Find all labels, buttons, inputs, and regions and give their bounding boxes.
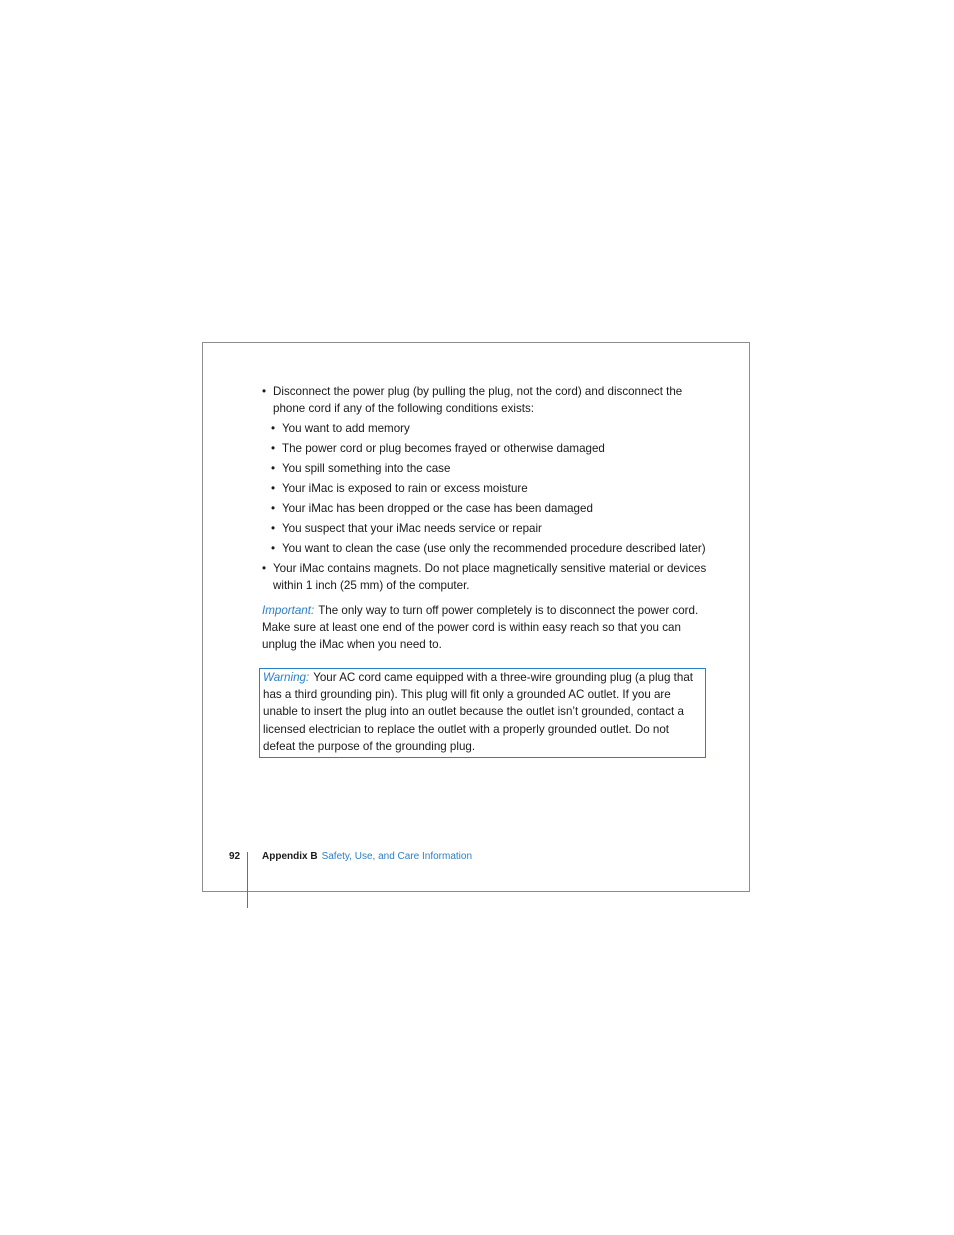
sub-bullet-text: You want to add memory — [282, 422, 410, 435]
page-content — [262, 383, 712, 653]
sub-bullet-text: You spill something into the case — [282, 462, 451, 475]
warning-note — [263, 669, 699, 755]
sub-bullet-text: You want to clean the case (use only the recommended procedure described later) — [282, 542, 706, 555]
important-text: The only way to turn off power completely is to disconnect the power cord. Make sure at least one end of the power cord is within easy reach so that you can unplug the iMac when you need to. — [262, 604, 699, 651]
important-note — [262, 602, 712, 653]
sub-bullet-moisture — [271, 480, 712, 497]
bullet-magnets — [262, 560, 712, 594]
warning-label: Warning: — [263, 671, 310, 684]
warning-box — [259, 668, 706, 758]
sub-bullet-service — [271, 520, 712, 537]
sub-bullet-cord-damaged — [271, 440, 712, 457]
bullet-text: Your iMac contains magnets. Do not place magnetically sensitive material or devices within 1 inch (25 mm) of the computer. — [273, 562, 707, 592]
important-label: Important: — [262, 604, 315, 617]
sub-bullet-text: The power cord or plug becomes frayed or otherwise damaged — [282, 442, 605, 455]
sub-bullet-text: You suspect that your iMac needs service or repair — [282, 522, 542, 535]
sub-bullet-dropped — [271, 500, 712, 517]
sub-bullet-spill — [271, 460, 712, 477]
sub-bullet-text: Your iMac is exposed to rain or excess moisture — [282, 482, 528, 495]
page-number: 92 — [229, 851, 241, 862]
bullet-text: Disconnect the power plug (by pulling the plug, not the cord) and disconnect the phone cord if any of the following conditions exists: — [273, 385, 683, 415]
footer-chapter-label — [262, 851, 472, 862]
chapter-title: Safety, Use, and Care Information — [321, 851, 473, 862]
footer-divider — [247, 852, 248, 908]
sub-bullet-clean-case — [271, 540, 712, 557]
warning-text: Your AC cord came equipped with a three-wire grounding plug (a plug that has a third grounding pin). This plug will fit only a grounded AC outlet. If you are unable to insert the plug into an outlet because the outlet isn’t grounded, contact a licensed electrician to replace the outlet with a properly grounded outlet. Do not defeat the purpose of the grounding plug. — [263, 671, 694, 753]
sub-bullet-text: Your iMac has been dropped or the case has been damaged — [282, 502, 593, 515]
bullet-disconnect-power — [262, 383, 712, 417]
sub-bullet-add-memory — [271, 420, 712, 437]
appendix-label: Appendix B — [262, 851, 318, 862]
